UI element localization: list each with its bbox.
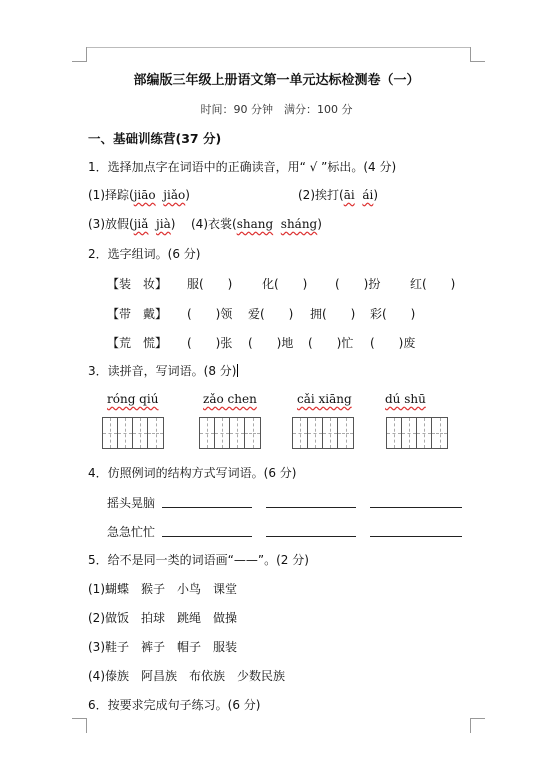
- word-blank[interactable]: 拥( ): [310, 307, 356, 321]
- word-blank[interactable]: 爱( ): [248, 307, 294, 321]
- writing-grid[interactable]: [102, 417, 164, 449]
- example-word: 摇头晃脑: [107, 496, 156, 510]
- section-heading: 一、基础训练营(37 分): [88, 131, 222, 146]
- question-5-prompt: 5．给不是同一类的词语画“——”。(2 分): [88, 553, 309, 567]
- word-list-item: (2)做饭 拍球 跳绳 做操: [88, 611, 237, 625]
- word-blank[interactable]: 彩( ): [370, 307, 416, 321]
- text-cursor: [237, 364, 238, 377]
- writing-grid[interactable]: [386, 417, 448, 449]
- word-group-key: 【带 戴】: [107, 307, 168, 321]
- answer-line[interactable]: [266, 506, 356, 508]
- answer-line[interactable]: [370, 535, 462, 537]
- writing-grid[interactable]: [292, 417, 354, 449]
- word-blank[interactable]: 红( ): [410, 277, 456, 291]
- page-top-rule: [86, 47, 470, 48]
- word-blank[interactable]: ( )废: [370, 336, 416, 350]
- question-1-item-2: (2)挨打(āi ái): [298, 188, 379, 202]
- example-word: 急急忙忙: [107, 525, 156, 539]
- word-list-item: (3)鞋子 裤子 帽子 服装: [88, 640, 237, 654]
- document-title: 部编版三年级上册语文第一单元达标检测卷（一）: [133, 73, 420, 88]
- word-list-item: (1)蝴蝶 猴子 小鸟 课堂: [88, 582, 237, 596]
- pinyin-prompt: cǎi xiāng: [297, 392, 352, 406]
- question-4-prompt: 4．仿照例词的结构方式写词语。(6 分): [88, 466, 297, 480]
- crop-mark-bottom-left: [72, 718, 87, 733]
- word-blank[interactable]: ( )忙: [308, 336, 354, 350]
- word-blank[interactable]: ( )扮: [335, 277, 381, 291]
- question-3-prompt: 3．读拼音，写词语。(8 分): [88, 364, 237, 378]
- answer-line[interactable]: [266, 535, 356, 537]
- answer-line[interactable]: [370, 506, 462, 508]
- crop-mark-bottom-right: [470, 718, 485, 733]
- word-group-key: 【荒 慌】: [107, 336, 168, 350]
- word-blank[interactable]: ( )张: [187, 336, 233, 350]
- answer-line[interactable]: [162, 535, 252, 537]
- question-1-item-3: (3)放假(jiǎ jià): [88, 217, 176, 231]
- pinyin-prompt: dú shū: [385, 392, 426, 406]
- word-blank[interactable]: 化( ): [262, 277, 308, 291]
- question-6-prompt: 6．按要求完成句子练习。(6 分): [88, 698, 261, 712]
- crop-mark-top-right: [470, 47, 485, 62]
- word-blank[interactable]: ( )地: [248, 336, 294, 350]
- word-blank[interactable]: ( )领: [187, 307, 233, 321]
- pinyin-prompt: róng qiú: [107, 392, 159, 406]
- word-group-key: 【装 妆】: [107, 277, 168, 291]
- exam-time-and-score: 时间：90 分钟 满分：100 分: [200, 103, 353, 116]
- pinyin-prompt: zǎo chen: [203, 392, 257, 406]
- crop-mark-top-left: [72, 47, 87, 62]
- question-1-item-1: (1)择踪(jiāo jiǎo): [88, 188, 190, 202]
- question-2-prompt: 2．选字组词。(6 分): [88, 247, 201, 261]
- answer-line[interactable]: [162, 506, 252, 508]
- word-blank[interactable]: 服( ): [187, 277, 233, 291]
- word-list-item: (4)傣族 阿昌族 布依族 少数民族: [88, 669, 285, 683]
- writing-grid[interactable]: [199, 417, 261, 449]
- question-1-item-4: (4)衣裳(shang sháng): [191, 217, 322, 231]
- question-1-prompt: 1．选择加点字在词语中的正确读音，用“ √ ”标出。(4 分): [88, 160, 397, 174]
